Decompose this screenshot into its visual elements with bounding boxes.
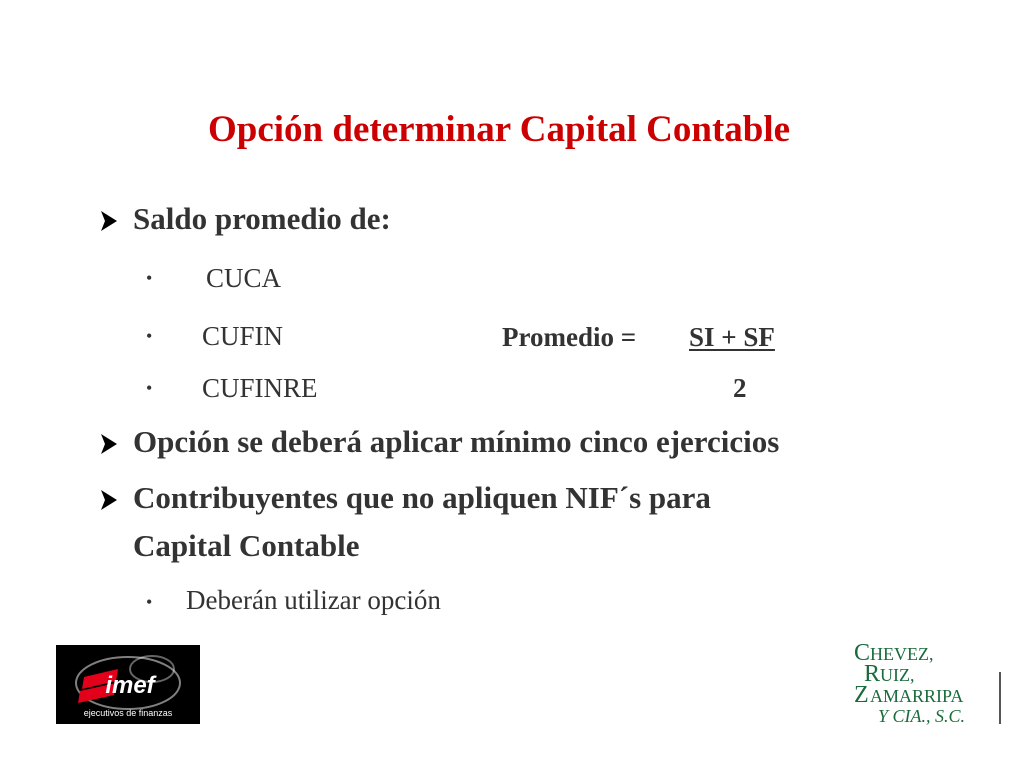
bullet-saldo-promedio: Saldo promedio de: [133,201,391,236]
bullet-contribuyentes-line2: Capital Contable [133,528,360,563]
bullet-contribuyentes-line1: Contribuyentes que no apliquen NIF´s para [133,480,711,515]
svg-text:Z: Z [854,682,869,708]
sub-bullet-icon: • [146,592,153,612]
sub-bullet-icon: • [146,378,153,398]
slide-title: Opción determinar Capital Contable [208,109,791,150]
formula-numerator: SI + SF [689,322,775,352]
arrow-bullet-icon [100,433,118,455]
imef-logo [56,645,200,724]
formula-denominator: 2 [733,373,747,403]
arrow-bullet-icon [100,489,118,511]
svg-text:UIZ,: UIZ, [880,665,915,685]
svg-text:C: C [854,640,871,666]
sub-bullet-icon: • [146,268,153,288]
bullet-opcion-ejercicios: Opción se deberá aplicar mínimo cinco ejercicios [133,424,780,459]
sub-item-cufin: CUFIN [202,321,284,351]
arrow-bullet-icon [100,210,118,232]
svg-text:R: R [864,661,881,687]
svg-text:AMARRIPA: AMARRIPA [870,686,964,706]
sub-item-cuca: CUCA [206,263,282,293]
svg-text:HEVEZ,: HEVEZ, [870,644,934,664]
formula-label: Promedio = [502,322,637,352]
svg-text:ejecutivos de finanzas: ejecutivos de finanzas [83,708,173,718]
svg-text:Y CIA., S.C.: Y CIA., S.C. [878,706,966,726]
sub-bullet-icon: • [146,326,153,346]
sub-item-deberan: Deberán utilizar opción [186,585,441,615]
sub-item-cufinre: CUFINRE [202,373,318,403]
chevez-logo [850,638,1002,730]
svg-text:imef: imef [105,672,155,699]
